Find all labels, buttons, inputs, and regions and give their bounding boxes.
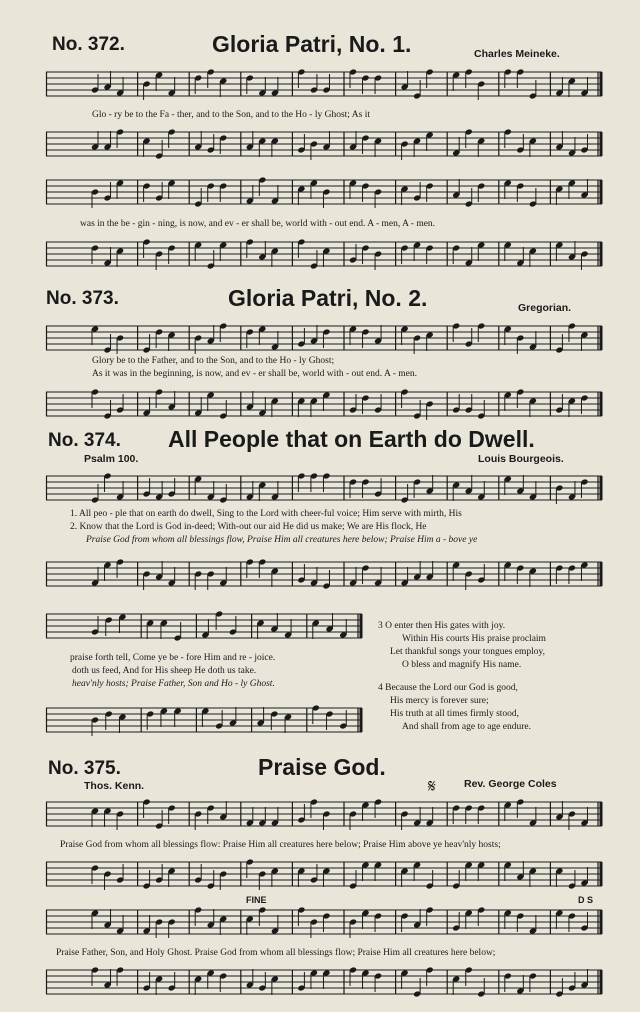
hymn-title: All People that on Earth do Dwell. bbox=[168, 426, 535, 452]
music-staff bbox=[46, 68, 602, 104]
verse-line: 4 Because the Lord our God is good, bbox=[378, 683, 518, 693]
music-staff bbox=[46, 128, 602, 164]
hymn-number: No. 374. bbox=[48, 430, 121, 451]
lyric-line: doth us feed, And for His sheep He doth us take. bbox=[72, 666, 257, 676]
lyric-line: 2. Know that the Lord is God in-deed; With-out our aid He did us make; We are His flock, He bbox=[70, 522, 427, 532]
segno-sign: 𝄋 bbox=[428, 776, 436, 796]
music-staff bbox=[46, 388, 602, 424]
music-staff bbox=[46, 704, 362, 740]
verse-line: His truth at all times firmly stood, bbox=[390, 709, 520, 719]
hymn-number: No. 375. bbox=[48, 758, 121, 779]
verse-line: His mercy is forever sure; bbox=[390, 696, 489, 706]
composer-credit: Louis Bourgeois. bbox=[478, 453, 564, 465]
verse-line: Within His courts His praise proclaim bbox=[402, 634, 546, 644]
author-credit: Thos. Kenn. bbox=[84, 780, 145, 792]
lyric-line: 1. All peo - ple that on earth do dwell, Sing to the Lord with cheer-ful voice; Him serve with mirth, His bbox=[70, 509, 462, 519]
lyric-line: Glory be to the Father, and to the Son, and to the Ho - ly Ghost; bbox=[92, 356, 335, 366]
verse-line: 3 O enter then His gates with joy. bbox=[378, 621, 506, 631]
music-staff bbox=[46, 798, 602, 834]
lyric-line: Praise God from whom all blessings flow, Praise Him all creatures here below; Praise Him a - bove ye bbox=[86, 535, 478, 545]
music-staff bbox=[46, 906, 602, 942]
composer-credit: Rev. George Coles bbox=[464, 778, 557, 790]
verse-line: O bless and magnify His name. bbox=[402, 660, 522, 670]
hymn-title: Gloria Patri, No. 1. bbox=[212, 31, 412, 57]
lyric-line: praise forth tell, Come ye be - fore Him and re - joice. bbox=[70, 653, 276, 663]
verse-line: And shall from age to age endure. bbox=[402, 722, 531, 732]
hymn-title: Gloria Patri, No. 2. bbox=[228, 285, 428, 311]
music-staff bbox=[46, 472, 602, 508]
verse-block bbox=[378, 620, 546, 672]
lyric-line: Glo - ry be to the Fa - ther, and to the Son, and to the Ho - ly Ghost; As it bbox=[92, 110, 370, 120]
music-staff bbox=[46, 176, 602, 212]
music-staff bbox=[46, 558, 602, 594]
lyric-line: was in the be - gin - ning, is now, and ev - er shall be, world with - out end. A - men, A - men. bbox=[80, 219, 436, 229]
hymn-number: No. 372. bbox=[52, 34, 125, 55]
lyric-line: As it was in the beginning, is now, and ev - er shall be, world with - out end. A - men. bbox=[92, 369, 417, 379]
music-staff bbox=[46, 610, 362, 646]
fine-mark: FINE bbox=[246, 895, 267, 905]
music-staff bbox=[46, 238, 602, 274]
hymn-title: Praise God. bbox=[258, 754, 386, 780]
music-staff bbox=[46, 322, 602, 358]
lyric-line: Praise God from whom all blessings flow: Praise Him all creatures here below; Praise Him above ye heav'nly hosts; bbox=[60, 840, 501, 850]
composer-credit: Charles Meineke. bbox=[474, 48, 560, 60]
lyric-line: heav'nly hosts; Praise Father, Son and Ho - ly Ghost. bbox=[72, 679, 275, 689]
lyric-line: Praise Father, Son, and Holy Ghost. Praise God from whom all blessings flow; Praise Him all creatures here below; bbox=[56, 948, 496, 958]
music-staff bbox=[46, 966, 602, 1002]
verse-block bbox=[378, 682, 531, 734]
composer-credit: Gregorian. bbox=[518, 302, 572, 314]
verse-line: Let thankful songs your tongues employ, bbox=[390, 647, 546, 657]
dal-segno-mark: D S bbox=[578, 895, 594, 905]
hymn-number: No. 373. bbox=[46, 288, 119, 309]
psalm-reference: Psalm 100. bbox=[84, 453, 139, 465]
music-staff bbox=[46, 858, 602, 894]
